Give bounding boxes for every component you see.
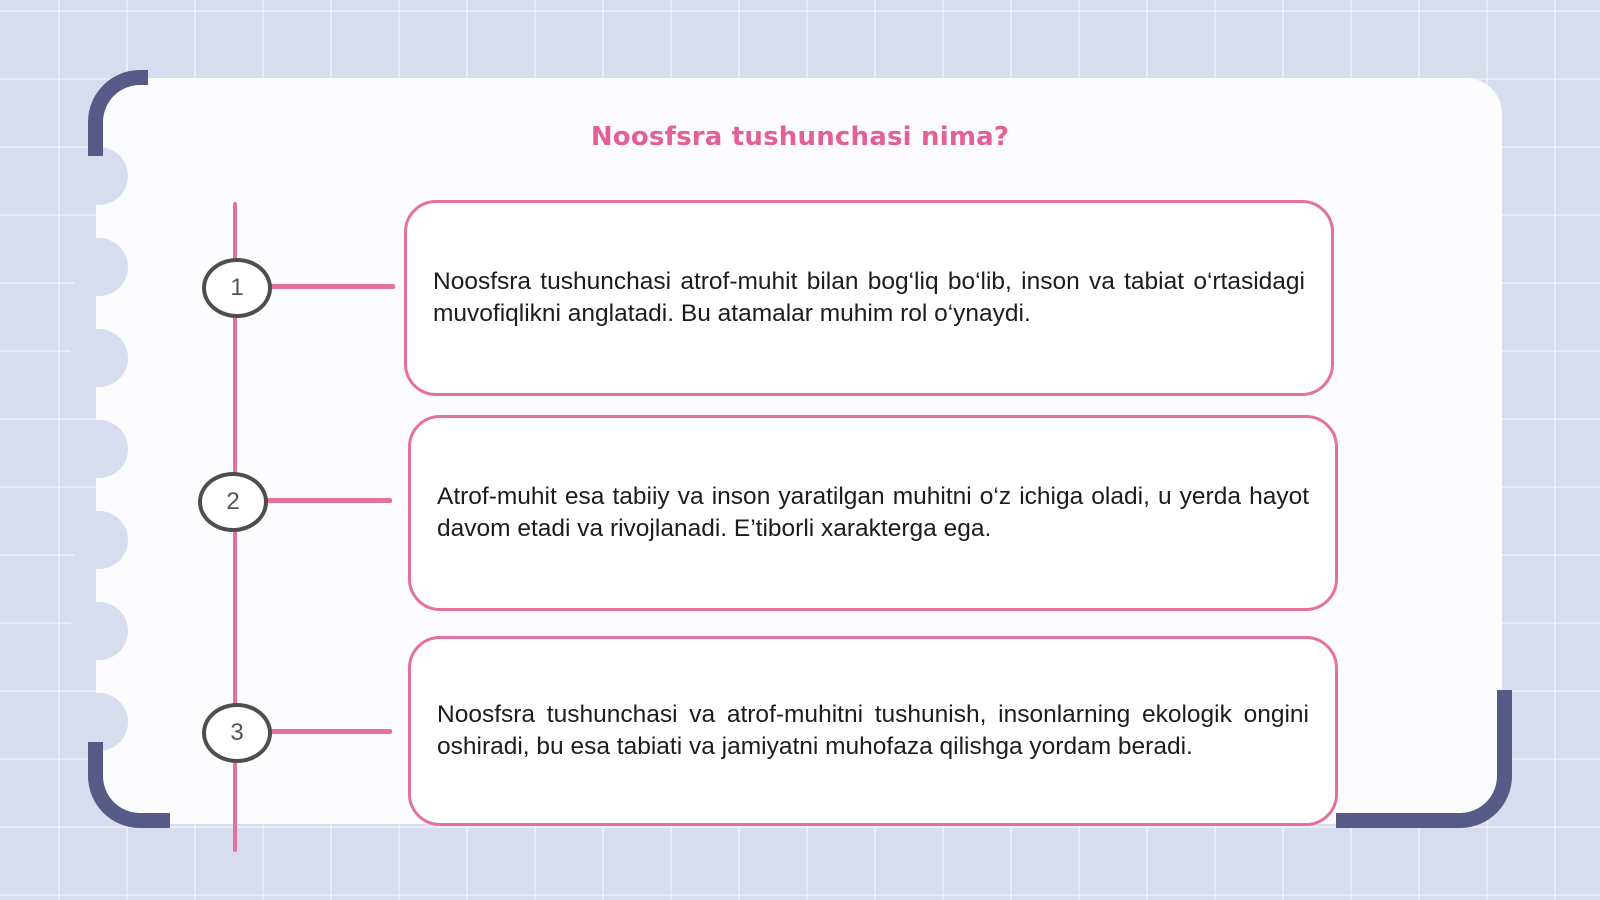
- step-text: Noosfsra tushunchasi va atrof-muhitni tushunish, insonlarning ekologik ongini oshiradi, bu esa tabiati va jamiyatni muhofaza qilishga yordam beradi.: [437, 701, 1309, 760]
- scallop-decoration: [70, 420, 128, 478]
- slide-title: Noosfsra tushunchasi nima?: [590, 122, 1010, 152]
- step-connector: [268, 729, 392, 734]
- step-number-circle: [202, 703, 272, 763]
- step-text-box: [404, 200, 1334, 396]
- step-number-circle: [198, 472, 268, 532]
- step-number: 1: [230, 274, 244, 301]
- step-number: 3: [230, 719, 244, 746]
- scallop-decoration: [70, 602, 128, 660]
- corner-bracket-bottom-right: [1336, 690, 1512, 828]
- step-number-circle: [202, 258, 272, 318]
- step-connector: [268, 284, 395, 289]
- scallop-decoration: [70, 329, 128, 387]
- step-text-box: [408, 636, 1338, 826]
- corner-bracket-bottom-left: [88, 742, 170, 828]
- scallop-decoration: [70, 511, 128, 569]
- step-connector: [264, 498, 392, 503]
- step-number: 2: [226, 488, 240, 515]
- step-text-box: [408, 415, 1338, 611]
- scallop-decoration: [70, 238, 128, 296]
- step-text: Noosfsra tushunchasi atrof-muhit bilan bog‘liq bo‘lib, inson va tabiat o‘rtasidagi muvofiqlikni anglatadi. Bu atamalar muhim rol o‘ynaydi.: [433, 268, 1305, 327]
- step-text: Atrof-muhit esa tabiiy va inson yaratilgan muhitni o‘z ichiga oladi, u yerda hayot davom etadi va rivojlanadi. E’tiborli xarakterga ega.: [437, 483, 1309, 542]
